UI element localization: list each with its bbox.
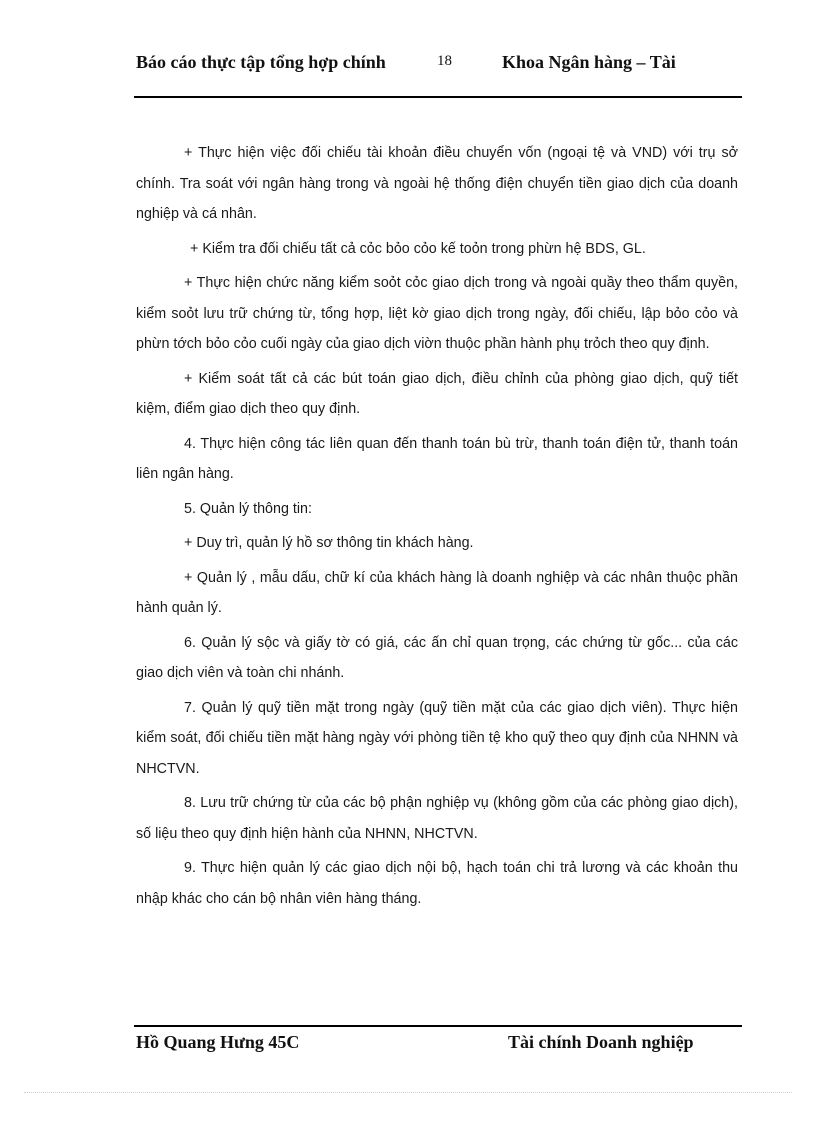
paragraph: 9. Thực hiện quản lý các giao dịch nội bộ, hạch toán chi trả lương và các khoản thu nhập khác cho cán bộ nhân viên hàng tháng. — [136, 860, 738, 907]
page-number: 18 — [437, 53, 452, 69]
document-body — [136, 138, 738, 918]
footer-department: Tài chính Doanh nghiệp — [508, 1032, 694, 1052]
paragraph: 5. Quản lý thông tin: — [184, 500, 312, 517]
paragraph: + Duy trì, quản lý hồ sơ thông tin khách hàng. — [184, 535, 474, 551]
paragraph: + Thực hiện việc đối chiếu tài khoản điều chuyển vốn (ngoại tệ và VND) với trụ sở chính. Tra soát với ngân hàng trong và ngoài hệ thống điện chuyển tiền giao dịch của doanh nghiệp và cá nhân. — [136, 145, 738, 222]
paragraph: 6. Quản lý sộc và giấy tờ có giá, các ấn chỉ quan trọng, các chứng từ gốc... của các giao dịch viên và toàn chi nhánh. — [136, 634, 738, 681]
paragraph: 7. Quản lý quỹ tiền mặt trong ngày (quỹ tiền mặt của các giao dịch viên). Thực hiện kiểm soát, đối chiếu tiền mặt hàng ngày với phòng tiền tệ kho quỹ theo quy định của NHNN và NHCTVN. — [136, 699, 738, 777]
page-bottom-divider — [24, 1092, 792, 1093]
paragraph: 8. Lưu trữ chứng từ của các bộ phận nghiệp vụ (không gồm của các phòng giao dịch), số liệu theo quy định hiện hành của NHNN, NHCTVN. — [136, 795, 738, 842]
header-faculty: Khoa Ngân hàng – Tài — [502, 52, 676, 72]
header-rule — [134, 96, 742, 98]
paragraph: + Kiểm tra đối chiếu tất cả cỏc bỏo cỏo kế toỏn trong phừn hệ BDS, GL. — [190, 240, 646, 257]
header-report-title: Báo cáo thực tập tổng hợp chính — [136, 52, 386, 72]
footer-rule — [134, 1025, 742, 1027]
paragraph: + Kiểm soát tất cả các bút toán giao dịch, điều chỉnh của phòng giao dịch, quỹ tiết kiệm, điểm giao dịch theo quy định. — [136, 370, 738, 417]
paragraph: + Thực hiện chức năng kiểm soỏt cỏc giao dịch trong và ngoài quầy theo thẩm quyền, kiểm soỏt lưu trữ chứng từ, tổng hợp, liệt kờ giao dịch trong ngày, đối chiếu, lập bỏo cỏo và phừn tớch bỏo cỏo cuối ngày của giao dịch viờn thuộc phần hành phụ trỏch theo quy định. — [136, 275, 738, 352]
paragraph: + Quản lý , mẫu dấu, chữ kí của khách hàng là doanh nghiệp và các nhân thuộc phần hành quản lý. — [136, 569, 738, 616]
paragraph: 4. Thực hiện công tác liên quan đến thanh toán bù trừ, thanh toán điện tử, thanh toán liên ngân hàng. — [136, 435, 738, 482]
footer-author: Hồ Quang Hưng 45C — [136, 1032, 300, 1052]
